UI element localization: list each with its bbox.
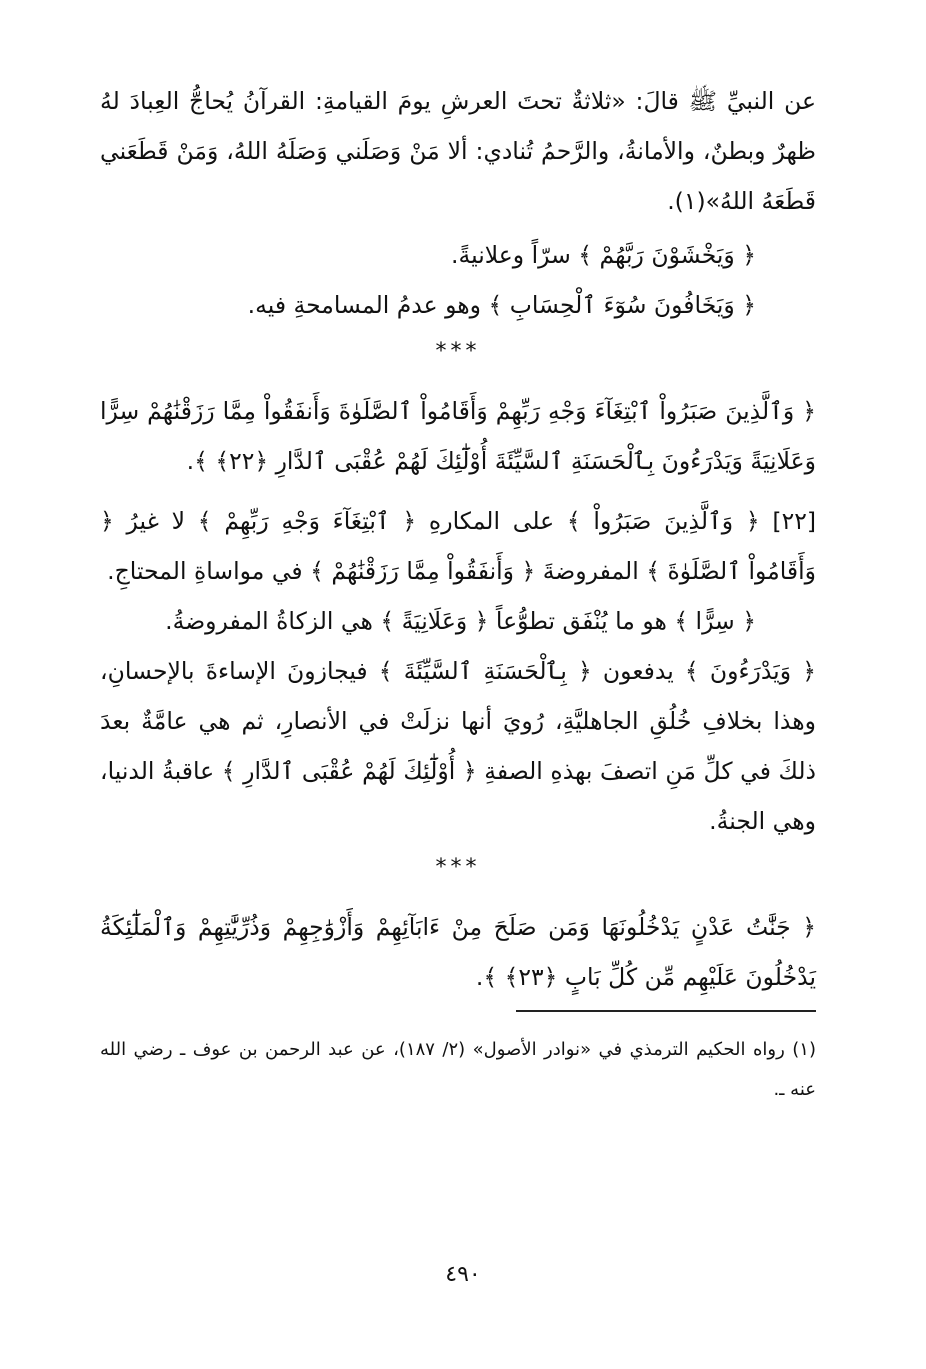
footnote-divider — [516, 1010, 816, 1012]
section-separator: *** — [435, 855, 481, 880]
commentary-paragraph: ﴿ وَيَدْرَءُونَ ﴾ يدفعون ﴿ بِٱلْحَسَنَةِ ٱلسَّيِّئَةَ ﴾ فيجازونَ الإساءةَ بالإحسانِ، وهذا بخلافِ خُلُقِ الجاهليَّةِ، رُويَ أنها نزلَتْ في الأنصارِ، ثم هي عامَّةٌ بعدَ ذلكَ في كلِّ مَنِ اتصفَ بهذهِ الصفةِ ﴿ أُوْلَٰٓئِكَ لَهُمْ عُقْبَى ٱلدَّارِ ﴾ عاقبةُ الدنيا، وهي الجنةُ. — [100, 657, 816, 835]
quran-verse-22: ﴿ وَٱلَّذِينَ صَبَرُواْ ٱبْتِغَآءَ وَجْهِ رَبِّهِمْ وَأَقَامُواْ ٱلصَّلَوٰةَ وَأَنفَقُواْ مِمَّا رَزَقْنَٰهُمْ سِرًّا وَعَلَانِيَةً وَيَدْرَءُونَ بِٱلْحَسَنَةِ ٱلسَّيِّئَةَ أُوْلَٰٓئِكَ لَهُمْ عُقْبَى ٱلدَّارِ ﴿٢٢﴾ ﴾. — [100, 397, 816, 475]
page-body — [100, 76, 816, 1306]
footnote: (١) رواه الحكيم الترمذي في «نوادر الأصول» (٢/ ١٨٧)، عن عبد الرحمن بن عوف ـ رضي الله عنه ـ. — [100, 1039, 816, 1100]
spacer — [100, 486, 816, 496]
page-number: ٤٩٠ — [445, 1262, 481, 1287]
quran-verse-23: ﴿ جَنَّٰتُ عَدْنٍ يَدْخُلُونَهَا وَمَن صَلَحَ مِنْ ءَابَآئِهِمْ وَأَزْوَٰجِهِمْ وَذُرِّيَّٰتِهِمْ وَٱلْمَلَٰٓئِكَةُ يَدْخُلُونَ عَلَيْهِم مِّن كُلِّ بَابٍ ﴿٢٣﴾ ﴾. — [100, 913, 816, 991]
commentary-verse-22: [٢٢] ﴿ وَٱلَّذِينَ صَبَرُواْ ﴾ على المكارهِ ﴿ ٱبْتِغَآءَ وَجْهِ رَبِّهِمْ ﴾ لا غيرُ ﴿ وَأَقَامُواْ ٱلصَّلَوٰةَ ﴾ المفروضةَ ﴿ وَأَنفَقُواْ مِمَّا رَزَقْنَٰهُمْ ﴾ في مواساةِ المحتاجِ. — [100, 507, 816, 585]
commentary-line: ﴿ سِرًّا ﴾ هو ما يُنْفَق تطوُّعاً ﴿ وَعَلَانِيَةً ﴾ هي الزكاةُ المفروضةُ. — [165, 607, 756, 635]
spacer — [100, 892, 816, 902]
verse-commentary-line: ﴿ وَيَخَافُونَ سُوٓءَ ٱلْحِسَابِ ﴾ وهو عدمُ المسامحةِ فيه. — [247, 291, 756, 319]
section-separator: *** — [435, 339, 481, 364]
hadith-paragraph: عن النبيِّ ﷺ قالَ: «ثلاثةٌ تحتَ العرشِ يومَ القيامةِ: القرآنُ يُحاجُّ العِبادَ لهُ ظهرٌ وبطنٌ، والأمانةُ، والرَّحمُ تُنادي: ألا مَنْ وَصَلَني وَصَلَهُ اللهُ، وَمَنْ قَطَعَني قَطَعَهُ اللهُ»(١). — [100, 87, 816, 215]
verse-commentary-line: ﴿ وَيَخْشَوْنَ رَبَّهُمْ ﴾ سرّاً وعلانيةً. — [451, 241, 756, 269]
spacer — [100, 376, 816, 386]
